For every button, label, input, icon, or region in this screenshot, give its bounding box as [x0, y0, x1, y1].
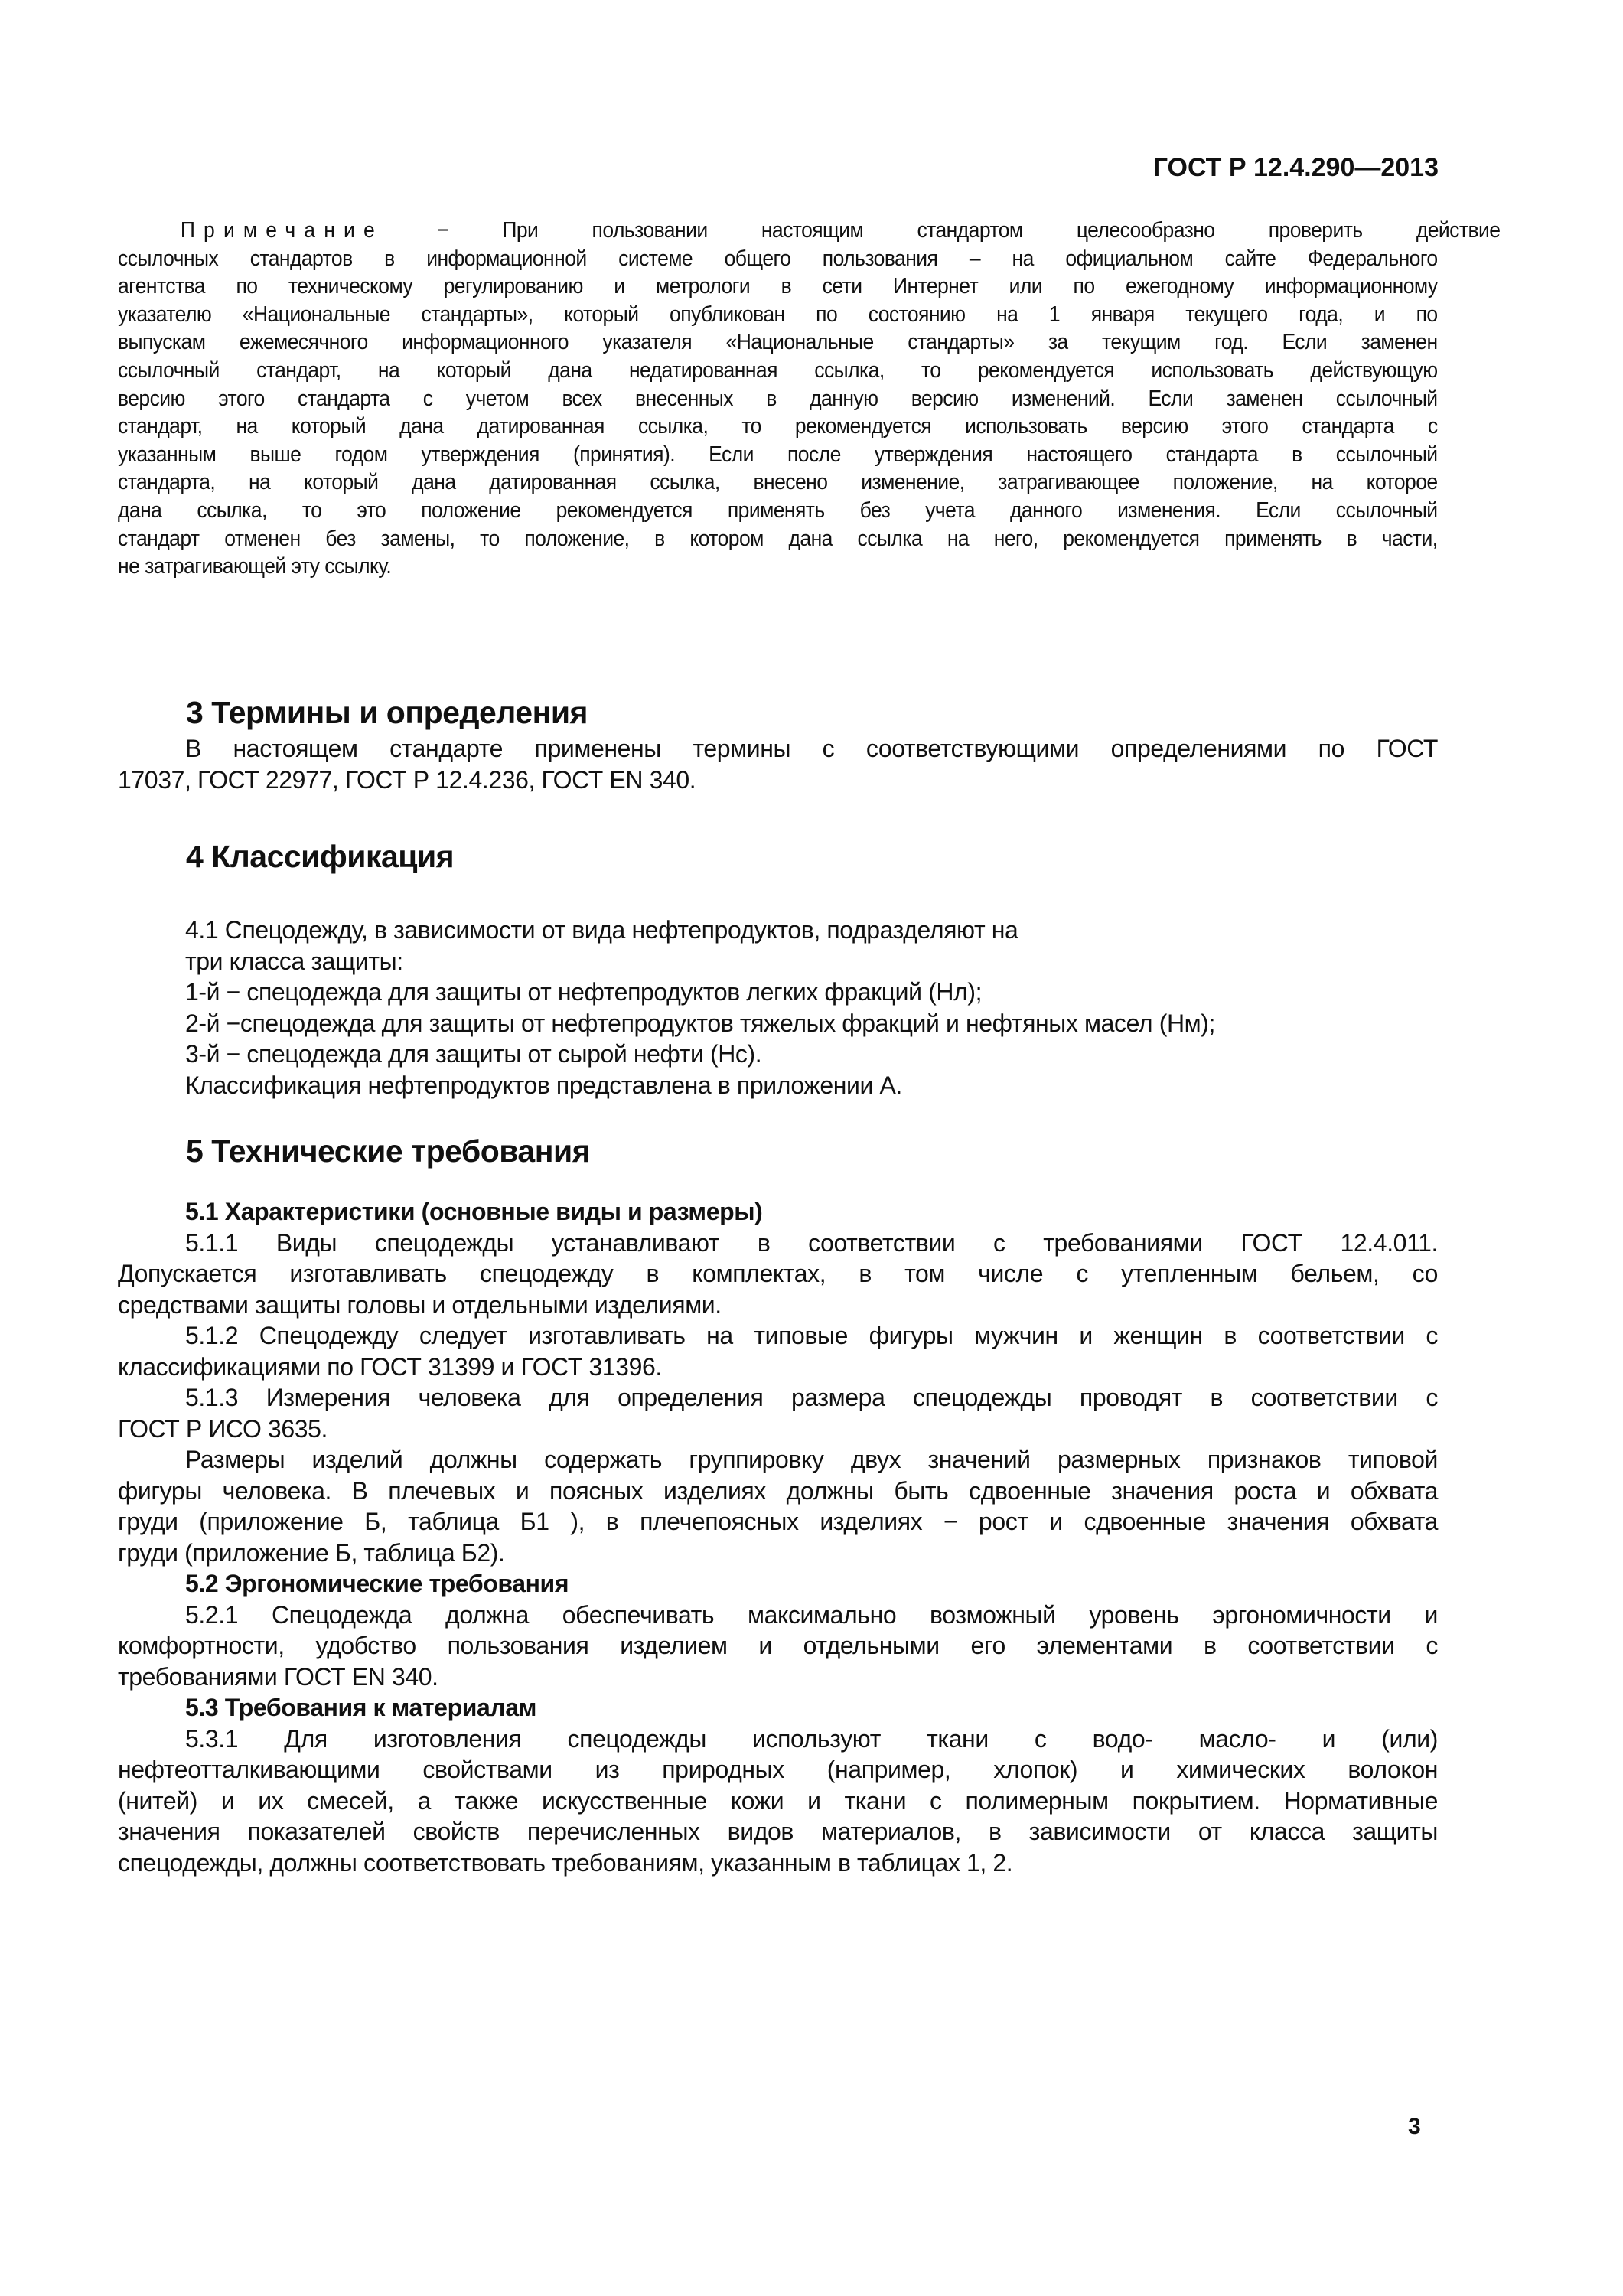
document-code-header: ГОСТ Р 12.4.290—2013 [1152, 153, 1439, 182]
note-line: версию этого стандарта с учетом всех внесенных в данную версию изменений. Если заменен ссылочный [118, 386, 1438, 411]
note-label: Примечание [180, 218, 383, 243]
body-line: значения показателей свойств перечисленных видов материалов, в зависимости от класса защиты [118, 1818, 1438, 1845]
body-line: нефтеотталкивающими свойствами из природных (например, хлопок) и химических волокон [118, 1756, 1438, 1783]
subsection-5-3-heading: 5.3 Требования к материалам [185, 1694, 536, 1721]
body-line: 2-й −спецодежда для защиты от нефтепродуктов тяжелых фракций и нефтяных масел (Нм); [185, 1009, 1216, 1037]
note-paragraph [118, 217, 1501, 581]
note-line: агентства по техническому регулированию и метрологи в сети Интернет или по ежегодному информационному [118, 274, 1438, 299]
note-line: Примечание − При пользовании настоящим стандартом целесообразно проверить действие [180, 218, 1501, 243]
body-line: фигуры человека. В плечевых и поясных изделиях должны быть сдвоенные значения роста и обхвата [118, 1476, 1438, 1505]
note-line: указанным выше годом утверждения (принятия). Если после утверждения настоящего стандарта в ссылочный [118, 442, 1438, 467]
body-line: 17037, ГОСТ 22977, ГОСТ Р 12.4.236, ГОСТ EN 340. [118, 765, 696, 794]
body-line: спецодежды, должны соответствовать требованиям, указанным в таблицах 1, 2. [118, 1848, 1013, 1877]
section-5-body [118, 1196, 1438, 1878]
note-line: стандарт отменен без замены, то положение, в котором дана ссылка на него, рекомендуется применять в части, [118, 526, 1438, 551]
section-4-heading: 4 Классификация [186, 839, 455, 874]
note-line: ссылочный стандарт, на который дана недатированная ссылка, то рекомендуется использовать действующую [118, 357, 1438, 383]
body-line: Классификация нефтепродуктов представлена в приложении А. [185, 1071, 902, 1099]
section-5-heading: 5 Технические требования [186, 1133, 591, 1169]
page-number: 3 [1408, 2114, 1421, 2139]
body-line: 5.3.1 Для изготовления спецодежды используют ткани с водо- масло- и (или) [185, 1724, 1438, 1753]
body-line: комфортности, удобство пользования изделием и отдельными его элементами в соответствии с [118, 1632, 1438, 1659]
note-line: стандарта, на который дана датированная ссылка, внесено изменение, затрагивающее положение, на которое [118, 470, 1438, 495]
body-line: груди (приложение Б, таблица Б2). [118, 1538, 505, 1567]
note-line: указателю «Национальные стандарты», который опубликован по состоянию на 1 января текущего года, и по [118, 302, 1438, 327]
body-line: 5.1.3 Измерения человека для определения размера спецодежды проводят в соответствии с [185, 1384, 1438, 1411]
body-line: В настоящем стандарте применены термины с соответствующими определениями по ГОСТ [185, 735, 1438, 762]
body-line: 4.1 Спецодежду, в зависимости от вида нефтепродуктов, подразделяют на [185, 916, 1018, 944]
body-line: ГОСТ Р ИСО 3635. [118, 1414, 328, 1443]
body-line: средствами защиты головы и отдельными изделиями. [118, 1290, 722, 1319]
body-line: 5.1.2 Спецодежду следует изготавливать на типовые фигуры мужчин и женщин в соответствии с [185, 1322, 1438, 1349]
body-line: груди (приложение Б, таблица Б1 ), в плечепоясных изделиях − рост и сдвоенные значения обхвата [118, 1508, 1438, 1535]
note-line: не затрагивающей эту ссылку. [118, 554, 392, 579]
section-3-body [118, 733, 1438, 795]
body-line: 3-й − спецодежда для защиты от сырой нефти (Нс). [185, 1040, 762, 1068]
body-line: классификациями по ГОСТ 31399 и ГОСТ 31396. [118, 1352, 662, 1381]
note-line: дана ссылка, то это положение рекомендуется применять без учета данного изменения. Если ссылочный [118, 497, 1438, 523]
body-line: 5.2.1 Спецодежда должна обеспечивать максимально возможный уровень эргономичности и [185, 1600, 1438, 1629]
note-line: стандарт, на который дана датированная ссылка, то рекомендуется использовать версию этого стандарта с [118, 414, 1438, 439]
body-line: требованиями ГОСТ EN 340. [118, 1662, 438, 1691]
section-3-heading: 3 Термины и определения [186, 695, 588, 730]
subsection-5-2-heading: 5.2 Эргономические требования [185, 1570, 569, 1597]
section-4-body [118, 915, 1438, 1101]
body-line: 5.1.1 Виды спецодежды устанавливают в соответствии с требованиями ГОСТ 12.4.011. [185, 1228, 1438, 1257]
body-line: Размеры изделий должны содержать группировку двух значений размерных признаков типовой [185, 1446, 1438, 1473]
body-line: три класса защиты: [185, 947, 403, 975]
note-line: выпускам ежемесячного информационного указателя «Национальные стандарты» за текущим год. Если заменен [118, 330, 1438, 355]
subsection-5-1-heading: 5.1 Характеристики (основные виды и размеры) [185, 1198, 763, 1225]
body-line: 1-й − спецодежда для защиты от нефтепродуктов легких фракций (Нл); [185, 978, 983, 1006]
body-line: Допускается изготавливать спецодежду в комплектах, в том числе с утепленным бельем, со [118, 1260, 1438, 1287]
note-line: ссылочных стандартов в информационной системе общего пользования – на официальном сайте Федерального [118, 246, 1438, 271]
body-line: (нитей) и их смесей, а также искусственные кожи и ткани с полимерным покрытием. Нормативные [118, 1786, 1438, 1815]
